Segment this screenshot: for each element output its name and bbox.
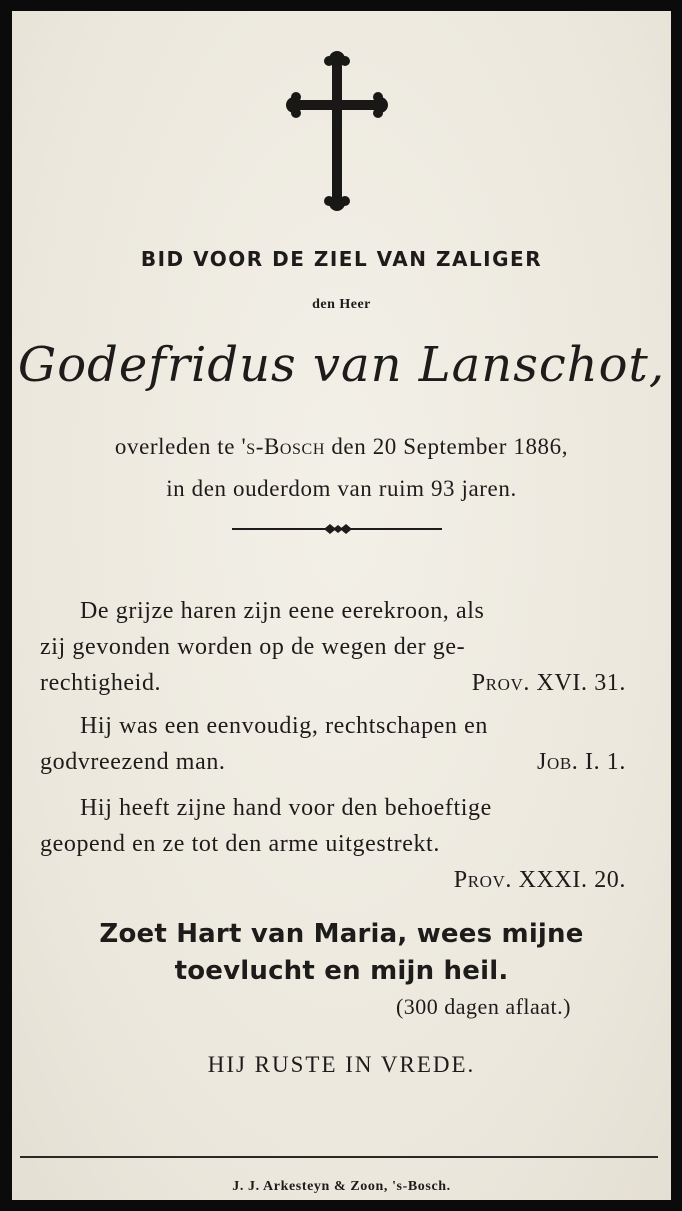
verse-3-line-1: Hij heeft zijne hand voor den behoeftige <box>80 795 492 821</box>
verse-3 <box>40 790 630 898</box>
verse-2-reference: Job. I. 1. <box>537 749 626 775</box>
verse-1-line-1: De grijze haren zijn eene eerekroon, als <box>80 598 485 624</box>
printer-credit: J. J. Arkesteyn & Zoon, 's-Bosch. <box>232 1179 451 1194</box>
death-line-after: den 20 September 1886, <box>324 434 569 459</box>
verse-1-line-3: rechtigheid. <box>40 670 162 696</box>
deceased-name: Godefridus van Lanschot, <box>17 337 666 393</box>
prayer-line-1: Zoet Hart van Maria, wees mijne <box>99 919 584 949</box>
verse-2-line-2: godvreezend man. <box>40 749 226 775</box>
prayer <box>12 916 671 990</box>
death-line <box>12 434 671 460</box>
verse-1-last-row <box>40 665 630 701</box>
ornament-divider <box>232 523 442 535</box>
death-line-before: overleden te <box>114 434 242 459</box>
verse-2-last-row <box>40 744 630 780</box>
verse-3-line-2: geopend en ze tot den arme uitgestrekt. <box>40 831 440 857</box>
indulgence-note: (300 dagen aflaat.) <box>395 994 571 1019</box>
verse-3-reference: Prov. XXXI. 20. <box>453 867 626 893</box>
verse-1-line-2: zij gevonden worden op de wegen der ge- <box>40 634 466 660</box>
card-heading: BID VOOR DE ZIEL VAN ZALIGER <box>140 247 543 271</box>
verse-1-reference: Prov. XVI. 31. <box>471 670 626 696</box>
death-place: 's-Bosch <box>241 434 325 459</box>
footer-rule <box>20 1156 658 1158</box>
verse-2 <box>40 708 630 780</box>
cross-icon <box>282 47 392 212</box>
card-subheading: den Heer <box>312 297 371 312</box>
age-line: in den ouderdom van ruim 93 jaren. <box>166 476 517 501</box>
rest-in-peace: HIJ RUSTE IN VREDE. <box>207 1052 476 1077</box>
memorial-card <box>12 11 671 1200</box>
verse-2-line-1: Hij was een eenvoudig, rechtschapen en <box>80 713 488 739</box>
verse-1 <box>40 593 630 701</box>
prayer-line-2: toevlucht en mijn heil. <box>174 956 509 986</box>
